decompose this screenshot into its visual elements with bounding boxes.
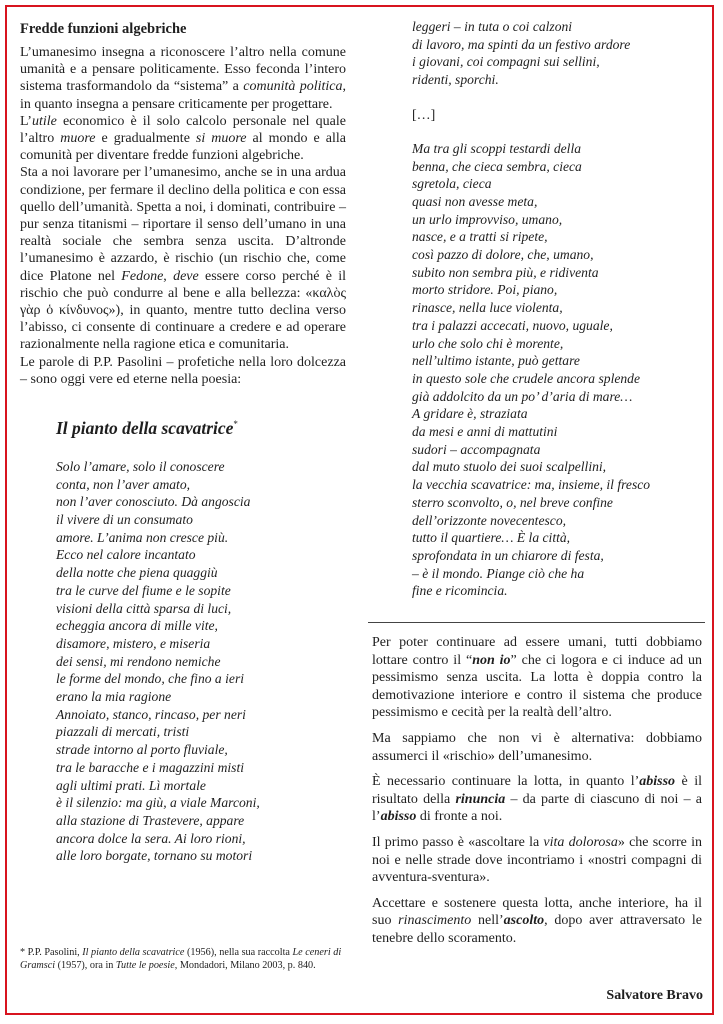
text-run: È necessario continuare la lotta, in quanto l’ xyxy=(372,774,640,790)
poem-title-text: Il pianto della scavatrice xyxy=(56,417,234,438)
text-run: , in quanto insegna a pensare criticamente per progettare. xyxy=(20,79,346,112)
text-run: Per poter continuare ad essere umani, tutti dobbiamo lottare contro il “ xyxy=(372,635,702,668)
article-heading: Fredde funzioni algebriche xyxy=(20,21,187,37)
text-run: , Mondadori, Milano 2003, p. 840. xyxy=(174,960,316,971)
italic-text: deve xyxy=(173,268,199,284)
text-run: essere corso perché è il rischio che può condurre al bene e alla bellezza: «καλὸς γὰρ ὁ κίνδυνος»), in quanto, mentre tutto declina verso l’abisso, ci consente di continuare a credere e ad operare razionalmente nella ragione etica e comunitaria. xyxy=(20,268,347,353)
emphasis-text: abisso xyxy=(639,774,676,790)
right-paragraphs xyxy=(372,634,702,956)
right-column xyxy=(372,18,702,600)
text-run: è il risultato della xyxy=(372,774,702,807)
text-run: economico è il solo calcolo personale nel quale l’altro xyxy=(20,113,346,147)
paragraph xyxy=(372,895,702,948)
italic-text: Le ceneri di Gramsci xyxy=(20,947,342,971)
paragraph xyxy=(20,164,346,353)
poem-left-stanza: Solo l’amare, solo il conoscere conta, non l’aver amato, non l’aver conosciuto. Dà angoscia il vivere di un consumato amore. L’anima non cresce più. Ecco nel calore incantato della notte che piena quaggiù tra le curve del fiume e le sopite visioni della città sparsa di luci, echeggia ancora di mille vite, disamore, mistero, e miseria dei sensi, mi rendono nemiche le forme del mondo, che fino a ieri erano la mia ragione Annoiato, stanco, rincaso, per neri piazzali di mercati, tristi strade intorno al porto fluviale, tra le baracche e i magazzini misti agli ultimi prati. Lì mortale è il silenzio: ma giù, a viale Marconi, alla stazione di Trastevere, appare ancora dolce la sera. Ai loro rioni, alle loro borgate, tornano su motori xyxy=(56,458,260,864)
italic-text: Tutte le poesie xyxy=(115,960,175,971)
emphasis-text: abisso xyxy=(380,809,417,825)
text-run: , xyxy=(163,268,174,284)
author-signature: Salvatore Bravo xyxy=(606,988,703,1003)
text-run: (1957), ora in xyxy=(55,960,116,971)
italic-text: Il pianto della scavatrice xyxy=(82,947,185,958)
italic-text: comunità politica xyxy=(243,79,343,95)
poem-ellipsis: […] xyxy=(412,107,436,123)
text-run: – da parte di ciascuno di noi – a l’ xyxy=(372,791,702,825)
text-run: * P.P. Pasolini, xyxy=(20,947,83,958)
text-run: ” che ci logora e ci induce ad un pessimismo senza uscita. La lotta è doppia contro la demotivazione interiore e contro il sistema che produce pessimismo e cecità per la realtà dell’altro. xyxy=(372,652,702,721)
text-run: Sta a noi lavorare per l’umanesimo, anche se in una ardua condizione, per fermare il declino della politica e con essa quello dell’umanità. Spetta a noi, i dominati, contribuire –pur senza titanismi – riportare il senso dell’umano in una realtà sociale che sembra senza uscita. D’altronde l’umanesimo è azzardo, è rischio (un rischio che, come dice Platone nel xyxy=(20,165,346,284)
paragraph xyxy=(20,44,346,113)
poem-right-bottom-stanza: Ma tra gli scoppi testardi della benna, che cieca sembra, cieca sgretola, cieca quasi non avesse meta, un urlo improvviso, umano, nasce, e a tratti si ripete, così pazzo di dolore, che, umano, subito non sembra più, e ridiventa morto stridore. Poi, piano, rinasce, nella luce violenta, tra i palazzi accecati, nuovo, uguale, urlo che solo chi è morente, nell’ultimo istante, può gettare in questo sole che crudele ancora splende già addolcito da un po’ d’aria di mare… A gridare è, straziata da mesi e anni di mattutini sudori – accompagnata dal muto stuolo dei suoi scalpellini, la vecchia scavatrice: ma, insieme, il fresco sterro sconvolto, o, nel breve confine dell’orizzonte novecentesco, tutto il quartiere… È la città, sprofondata in un chiarore di festa, – è il mondo. Piange ciò che ha fine e ricomincia. xyxy=(412,140,651,599)
emphasis-text: non io xyxy=(472,652,511,668)
paragraph xyxy=(372,834,702,887)
text-run: Ma sappiamo che non vi è alternativa: dobbiamo assumerci il «rischio» dell’umanesimo. xyxy=(372,730,702,764)
text-run: » che scorre in noi e nelle strade dove incontriamo i «nostri compagni di avventura-sventura». xyxy=(372,834,702,886)
emphasis-text: ascolto xyxy=(503,913,545,929)
italic-text: Fedone xyxy=(121,268,164,284)
text-run: di fronte a noi. xyxy=(416,809,503,825)
italic-text: utile xyxy=(31,113,57,129)
text-run: Accettare e sostenere questa lotta, anche interiore, ha il suo xyxy=(372,895,702,929)
poem-title xyxy=(56,414,346,438)
left-paragraphs xyxy=(20,44,346,388)
text-run: , dopo aver attraversato le tenebre dello scoramento. xyxy=(372,913,703,946)
italic-text: si muore xyxy=(195,131,247,147)
text-run: Il primo passo è «ascoltare la xyxy=(372,834,544,850)
footnote-mark: * xyxy=(233,419,238,430)
footnote xyxy=(20,946,350,972)
text-run: al mondo e alla comunità per diventare fredde funzioni algebriche. xyxy=(20,131,346,164)
text-run: (1956), nella sua raccolta xyxy=(184,947,293,958)
italic-text: muore xyxy=(60,131,96,147)
text-run: Le parole di P.P. Pasolini – profetiche nella loro dolcezza – sono oggi vere ed eterne nella poesia: xyxy=(20,354,346,387)
italic-text: rinascimento xyxy=(398,913,472,929)
text-run: e gradualmente xyxy=(95,131,196,147)
paragraph xyxy=(372,773,702,826)
paragraph xyxy=(20,113,346,165)
text-run: L’umanesimo insegna a riconoscere l’altro nella comune umanità e a pensare politicamente. Esso feconda l’intero sistema trasformandolo da “sistema” a xyxy=(20,45,346,95)
italic-text: vita dolorosa xyxy=(543,834,618,850)
text-run: nell’ xyxy=(471,913,504,929)
section-divider xyxy=(368,622,705,623)
paragraph xyxy=(20,354,346,388)
emphasis-text: rinuncia xyxy=(455,791,506,807)
poem-right-top-stanza: leggeri – in tuta o coi calzoni di lavoro, ma spinti da un festivo ardore i giovani, coi compagni sui sellini, ridenti, sporchi. xyxy=(412,19,631,88)
paragraph xyxy=(372,730,702,765)
paragraph xyxy=(372,634,702,722)
left-column xyxy=(20,20,346,865)
text-run: L’ xyxy=(20,113,32,129)
